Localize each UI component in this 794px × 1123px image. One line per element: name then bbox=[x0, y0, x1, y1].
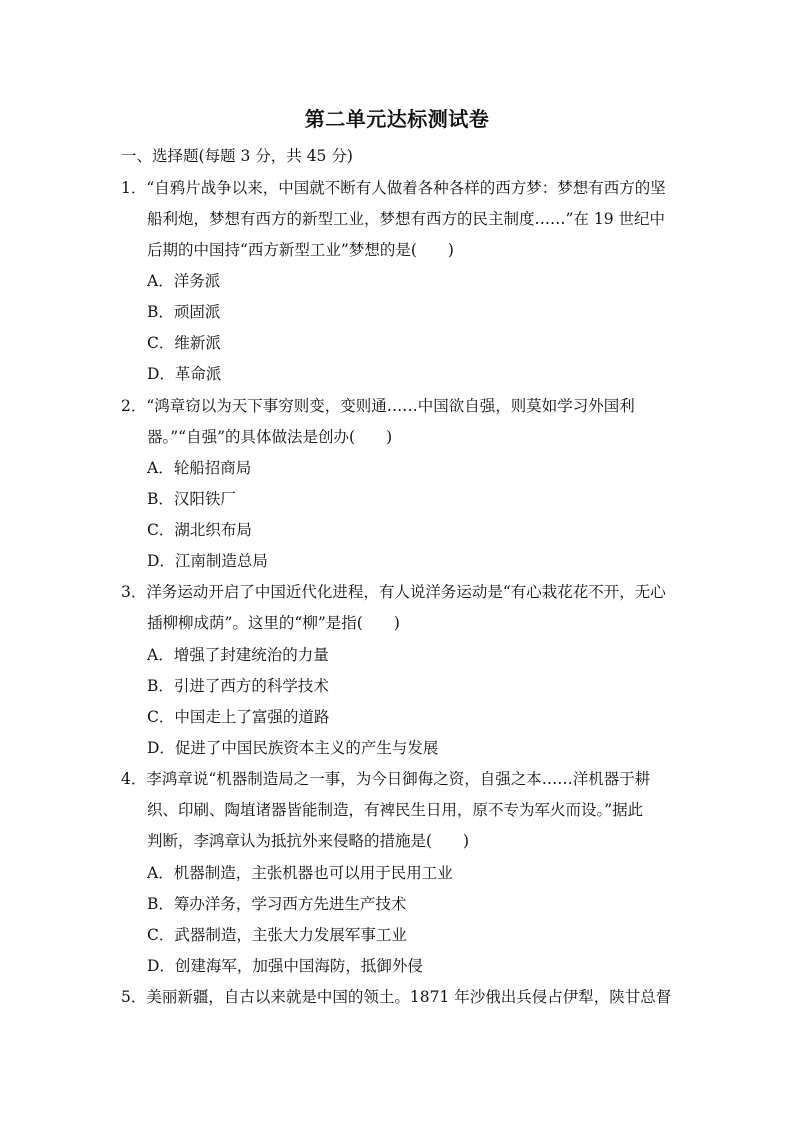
question-3-option-c: C．中国走上了富强的道路 bbox=[147, 708, 330, 726]
question-5-line-1: 5．美丽新疆，自古以来就是中国的领土。1871 年沙俄出兵侵占伊犁，陕甘总督 bbox=[121, 988, 672, 1006]
question-4-line-2: 织、印刷、陶埴诸器皆能制造，有裨民生日用，原不专为军火而设。”据此 bbox=[147, 801, 644, 819]
question-4-option-c: C．武器制造，主张大力发展军事工业 bbox=[147, 926, 407, 944]
question-4-option-a: A．机器制造，主张机器也可以用于民用工业 bbox=[147, 864, 453, 882]
question-2-line-1: 2．“鸿章窃以为天下事穷则变，变则通……中国欲自强，则莫如学习外国利 bbox=[121, 397, 635, 415]
question-1-line-2: 船利炮，梦想有西方的新型工业，梦想有西方的民主制度……”在 19 世纪中 bbox=[147, 210, 666, 228]
question-4-option-d: D．创建海军，加强中国海防，抵御外侵 bbox=[147, 957, 423, 975]
question-1-option-b: B．顽固派 bbox=[147, 303, 221, 321]
question-1-option-c: C．维新派 bbox=[147, 334, 221, 352]
question-1-line-1: 1．“自鸦片战争以来，中国就不断有人做着各种各样的西方梦：梦想有西方的坚 bbox=[121, 179, 666, 197]
question-4-line-3: 判断，李鸿章认为抵抗外来侵略的措施是( ) bbox=[147, 832, 470, 850]
question-1-line-3: 后期的中国持“西方新型工业”梦想的是( ) bbox=[147, 241, 454, 259]
question-3-option-b: B．引进了西方的科学技术 bbox=[147, 677, 329, 695]
question-2-option-b: B．汉阳铁厂 bbox=[147, 490, 236, 508]
question-1-option-a: A．洋务派 bbox=[147, 272, 221, 290]
question-4-line-1: 4．李鸿章说“机器制造局之一事，为今日御侮之资，自强之本……洋机器于耕 bbox=[121, 770, 651, 788]
question-3-option-d: D．促进了中国民族资本主义的产生与发展 bbox=[147, 739, 439, 757]
question-3-line-1: 3．洋务运动开启了中国近代化进程，有人说洋务运动是“有心栽花花不开，无心 bbox=[121, 583, 666, 601]
question-4-option-b: B．筹办洋务，学习西方先进生产技术 bbox=[147, 895, 407, 913]
question-2-option-c: C．湖北织布局 bbox=[147, 521, 252, 539]
question-3-option-a: A．增强了封建统治的力量 bbox=[147, 646, 329, 664]
page-title: 第二单元达标测试卷 bbox=[304, 107, 490, 131]
question-2-option-a: A．轮船招商局 bbox=[147, 459, 252, 477]
section-heading: 一、选择题(每题 3 分，共 45 分) bbox=[121, 147, 353, 165]
question-2-line-2: 器。”“自强”的具体做法是创办( ) bbox=[147, 428, 393, 446]
question-2-option-d: D．江南制造总局 bbox=[147, 552, 268, 570]
question-3-line-2: 插柳柳成荫”。这里的“柳”是指( ) bbox=[147, 614, 400, 632]
question-1-option-d: D．革命派 bbox=[147, 365, 222, 383]
